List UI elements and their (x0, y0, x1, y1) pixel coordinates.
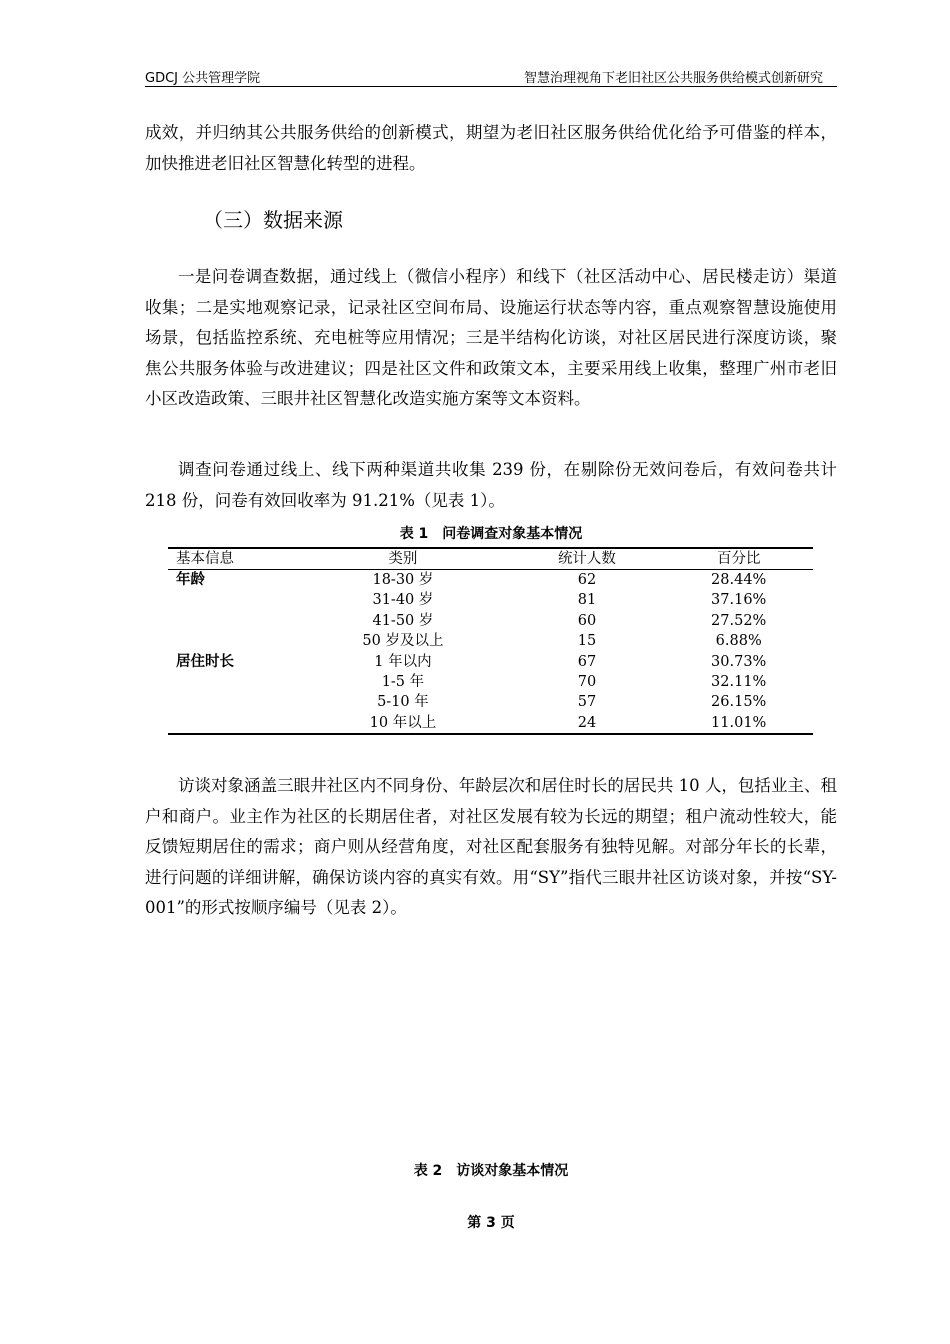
table1-caption: 表 1 问卷调查对象基本情况 (399, 526, 583, 542)
row-percent: 26.15% (711, 694, 767, 711)
row-count: 81 (577, 592, 597, 609)
table-row (168, 570, 813, 591)
table-row (168, 611, 813, 631)
row-percent: 30.73% (711, 653, 767, 670)
header-paper-title: 智慧治理视角下老旧社区公共服务供给模式创新研究 (523, 71, 823, 86)
row-group-label (168, 611, 296, 631)
row-count: 57 (577, 694, 597, 711)
table1-survey-respondents (168, 547, 813, 735)
row-percent: 6.88% (715, 633, 762, 650)
row-category: 31-40 岁 (372, 592, 434, 609)
row-category: 10 年以上 (296, 713, 509, 734)
row-count: 70 (577, 674, 597, 691)
row-percent: 28.44% (711, 572, 767, 588)
table-row (168, 672, 813, 692)
row-count: 60 (577, 612, 597, 629)
row-percent: 32.11% (711, 674, 767, 691)
section-heading-data-sources: （三）数据来源 (203, 208, 343, 232)
column-header-percent: 百分比 (664, 548, 813, 570)
paragraph-intro-continuation: 成效，并归纳其公共服务供给的创新模式，期望为老旧社区服务供给优化给予可借鉴的样本，加快推进老旧社区智慧化转型的进程。 (145, 123, 837, 173)
row-category: 1-5 年 (381, 674, 425, 691)
table-header-row (168, 548, 813, 570)
row-category: 41-50 岁 (372, 612, 434, 629)
column-header-basic-info: 基本信息 (168, 548, 296, 570)
paragraph-interviewees: 访谈对象涵盖三眼井社区内不同身份、年龄层次和居住时长的居民共 10 人，包括业主、租户和商户。业主作为社区的长期居住者，对社区发展有较为长远的期望；租户流动性较大，能反馈短期居住的需求；商户则从经营角度，对社区配套服务有独特见解。对部分年长的长辈，进行问题的详细讲解，确保访谈内容的真实有效。用“SY”指代三眼井社区访谈对象，并按“SY-001”的形式按顺序编号（见表 2）。 (145, 776, 837, 917)
row-count: 24 (509, 713, 664, 734)
paragraph-data-sources: 一是问卷调查数据，通过线上（微信小程序）和线下（社区活动中心、居民楼走访）渠道收集；二是实地观察记录，记录社区空间布局、设施运行状态等内容，重点观察智慧设施使用场景，包括监控系统、充电桩等应用情况；三是半结构化访谈，对社区居民进行深度访谈，聚焦公共服务体验与改进建议；四是社区文件和政策文本，主要采用线上收集，整理广州市老旧小区改造政策、三眼井社区智慧化改造实施方案等文本资料。 (145, 267, 837, 408)
row-group-label: 年龄 (176, 572, 205, 588)
row-group-label: 居住时长 (176, 653, 234, 670)
row-category: 50 岁及以上 (362, 633, 444, 650)
row-percent: 27.52% (711, 612, 767, 629)
row-count: 67 (577, 653, 597, 670)
row-group-label (168, 713, 296, 734)
row-group-label (168, 631, 296, 651)
row-percent: 11.01% (664, 713, 813, 734)
row-percent: 37.16% (711, 592, 767, 609)
row-count: 15 (577, 633, 597, 650)
row-group-label (168, 692, 296, 712)
table-row (168, 590, 813, 610)
paragraph-survey-collection: 调查问卷通过线上、线下两种渠道共收集 239 份，在剔除份无效问卷后，有效问卷共计 218 份，问卷有效回收率为 91.21%（见表 1）。 (145, 460, 837, 510)
page-number: 第 3 页 (467, 1215, 515, 1231)
row-category: 18-30 岁 (372, 572, 434, 588)
page-header (145, 64, 837, 87)
row-category: 5-10 年 (377, 694, 429, 711)
table-row (168, 713, 813, 734)
row-group-label (168, 672, 296, 692)
row-count: 62 (577, 572, 597, 588)
column-header-count: 统计人数 (509, 548, 664, 570)
table-row (168, 631, 813, 651)
table2-caption: 表 2 访谈对象基本情况 (413, 1163, 569, 1179)
table-row (168, 652, 813, 672)
row-category: 1 年以内 (374, 653, 432, 670)
row-group-label (168, 590, 296, 610)
table-row (168, 692, 813, 712)
column-header-category: 类别 (296, 548, 509, 570)
header-institution: GDCJ 公共管理学院 (145, 71, 261, 86)
